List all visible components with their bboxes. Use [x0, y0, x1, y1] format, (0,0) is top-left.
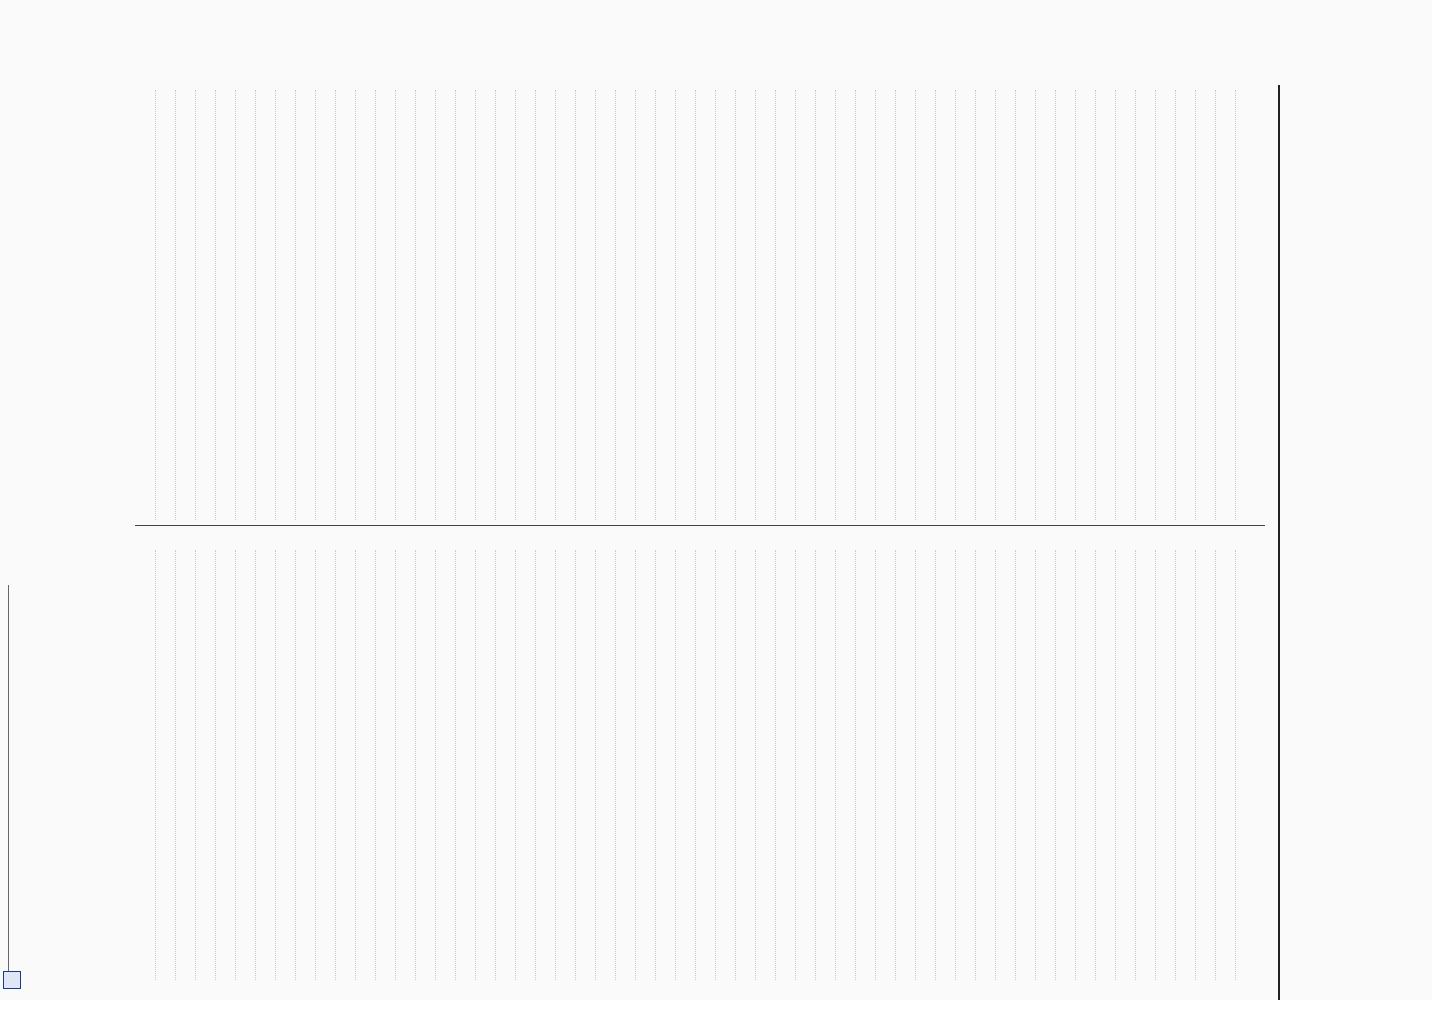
text-line [175, 550, 195, 980]
text-line [755, 550, 775, 980]
text-line [335, 90, 355, 520]
text-line [995, 90, 1015, 520]
side-note [2, 585, 18, 995]
text-line [675, 550, 695, 980]
header-rule [1278, 85, 1280, 1000]
text-line [1015, 550, 1035, 980]
text-line [835, 90, 855, 520]
text-line [495, 90, 515, 520]
left-column [155, 90, 1255, 520]
text-line [455, 90, 475, 520]
text-line [275, 550, 295, 980]
text-line [435, 550, 455, 980]
text-line [835, 550, 855, 980]
text-line [755, 90, 775, 520]
text-line [515, 550, 535, 980]
text-line [575, 90, 595, 520]
text-line [595, 550, 615, 980]
text-line [1055, 90, 1075, 520]
text-line [915, 90, 935, 520]
text-line [1135, 550, 1155, 980]
text-line [295, 90, 315, 520]
text-line [195, 550, 215, 980]
text-line [955, 90, 975, 520]
text-line [355, 90, 375, 520]
text-line [1035, 90, 1055, 520]
text-line [255, 550, 275, 980]
text-line [1215, 550, 1235, 980]
logo-icon [3, 971, 21, 989]
text-line [155, 90, 175, 520]
column-divider [135, 525, 1265, 526]
text-line [935, 90, 955, 520]
text-line [255, 90, 275, 520]
text-line [235, 550, 255, 980]
text-line [1235, 550, 1255, 980]
text-line [215, 90, 235, 520]
text-line [415, 90, 435, 520]
text-line [935, 550, 955, 980]
text-line [555, 550, 575, 980]
text-line [975, 90, 995, 520]
text-line [1195, 550, 1215, 980]
text-line [775, 90, 795, 520]
text-line [655, 90, 675, 520]
text-line [1235, 90, 1255, 520]
text-line [1175, 550, 1195, 980]
text-line [735, 90, 755, 520]
text-line [955, 550, 975, 980]
text-line [1055, 550, 1075, 980]
text-line [795, 90, 815, 520]
text-line [535, 90, 555, 520]
text-line [395, 550, 415, 980]
text-line [1095, 90, 1115, 520]
text-line [1115, 550, 1135, 980]
text-line [615, 550, 635, 980]
text-line [795, 550, 815, 980]
text-line [175, 90, 195, 520]
text-line [895, 90, 915, 520]
text-line [875, 550, 895, 980]
text-line [475, 90, 495, 520]
text-line [615, 90, 635, 520]
text-line [375, 550, 395, 980]
text-line [375, 90, 395, 520]
text-line [735, 550, 755, 980]
text-line [315, 90, 335, 520]
text-line [315, 550, 335, 980]
text-line [1095, 550, 1115, 980]
text-line [695, 90, 715, 520]
text-line [215, 550, 235, 980]
text-line [595, 90, 615, 520]
text-line [815, 90, 835, 520]
text-line [1195, 90, 1215, 520]
text-line [475, 550, 495, 980]
text-line [495, 550, 515, 980]
text-line [555, 90, 575, 520]
text-line [535, 550, 555, 980]
text-line [1015, 90, 1035, 520]
rotated-page [85, 30, 1385, 1030]
text-line [455, 550, 475, 980]
text-line [1215, 90, 1235, 520]
text-line [275, 90, 295, 520]
text-line [1155, 90, 1175, 520]
text-line [655, 550, 675, 980]
text-line [415, 550, 435, 980]
text-line [775, 550, 795, 980]
text-line [915, 550, 935, 980]
text-line [195, 90, 215, 520]
text-line [715, 550, 735, 980]
text-line [855, 550, 875, 980]
text-line [155, 550, 175, 980]
text-line [635, 550, 655, 980]
text-line [355, 550, 375, 980]
text-line [515, 90, 535, 520]
text-line [715, 90, 735, 520]
text-line [1135, 90, 1155, 520]
text-line [335, 550, 355, 980]
text-line [1175, 90, 1195, 520]
text-line [695, 550, 715, 980]
text-line [855, 90, 875, 520]
text-line [635, 90, 655, 520]
text-line [1075, 90, 1095, 520]
text-line [895, 550, 915, 980]
text-line [995, 550, 1015, 980]
side-note-line [8, 585, 9, 977]
text-line [435, 90, 455, 520]
right-column [155, 550, 1255, 980]
text-line [1075, 550, 1095, 980]
text-line [975, 550, 995, 980]
text-line [1155, 550, 1175, 980]
text-line [815, 550, 835, 980]
text-line [675, 90, 695, 520]
text-line [575, 550, 595, 980]
text-line [295, 550, 315, 980]
text-line [1115, 90, 1135, 520]
text-line [875, 90, 895, 520]
text-line [1035, 550, 1055, 980]
text-line [235, 90, 255, 520]
text-line [395, 90, 415, 520]
